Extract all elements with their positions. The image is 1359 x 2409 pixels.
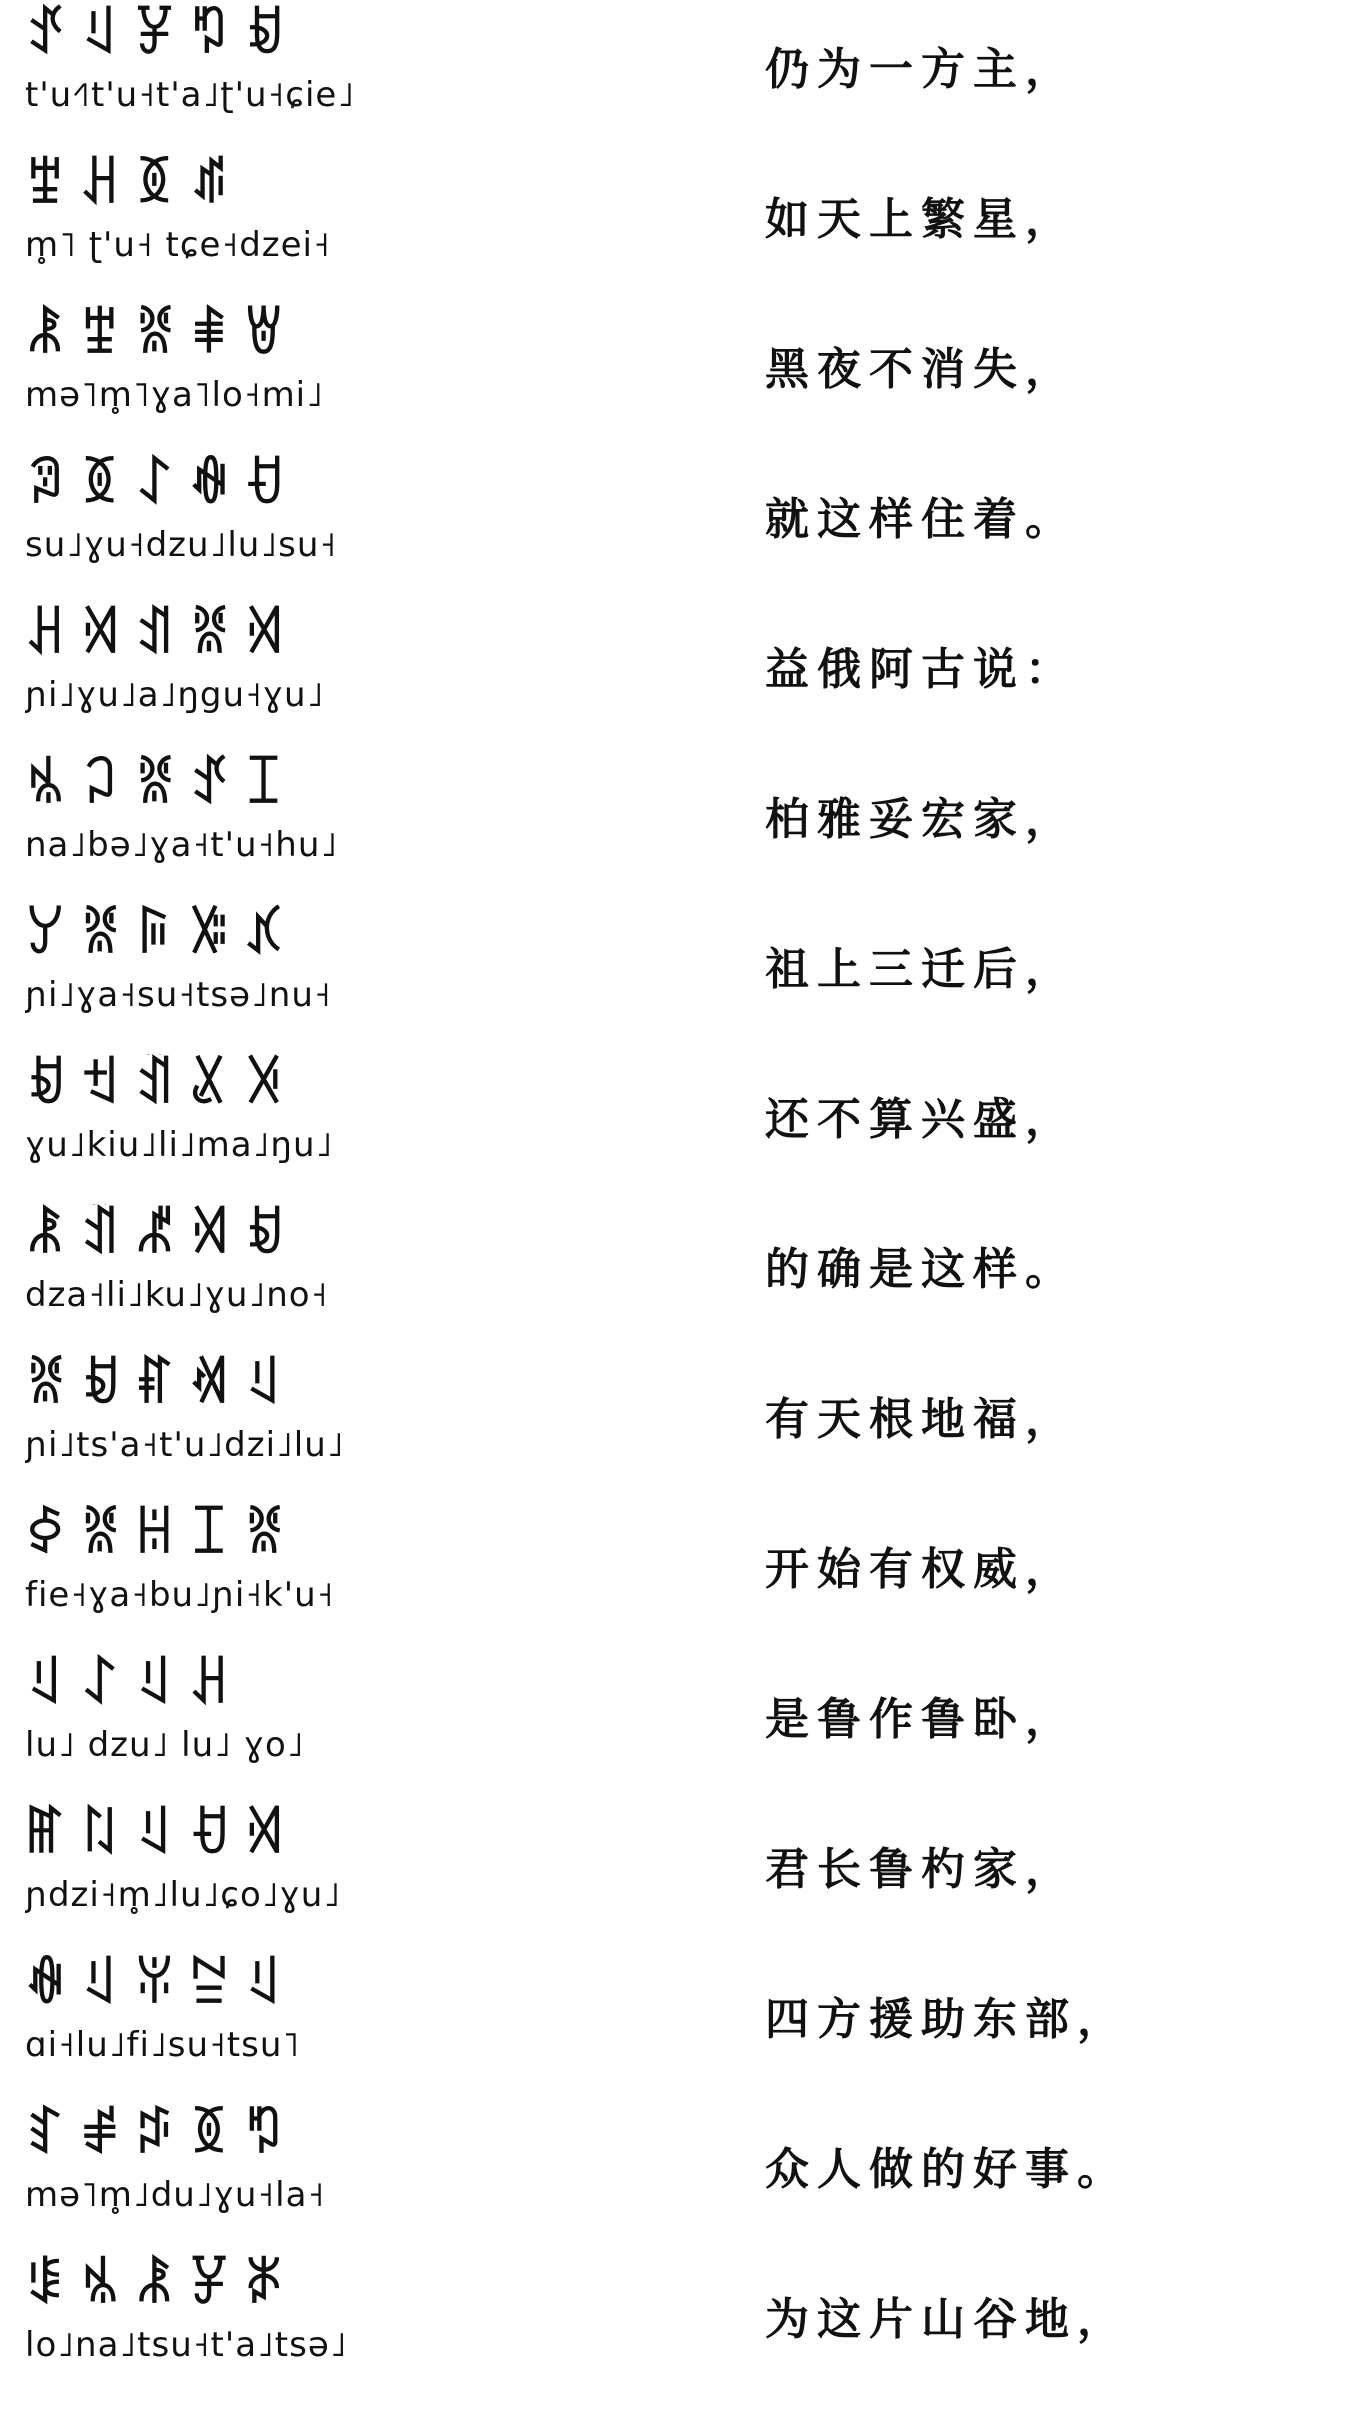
verse-line [0, 1350, 1359, 1500]
verse-line [0, 600, 1359, 750]
yi-script-text: ꂵꇁꆹꀀꄉ [25, 1804, 299, 1865]
phonetic-transcription: lo˩na˩tsu˧t'a˩tsə˩ [25, 2325, 348, 2365]
phonetic-transcription: lu˩ dzu˩ lu˩ ɣo˩ [25, 1725, 305, 1765]
verse-line [0, 900, 1359, 1050]
chinese-translation: 仍为一方主， [765, 44, 1077, 95]
phonetic-transcription: dza˧li˩ku˩ɣu˩no˧ [25, 1275, 329, 1315]
chinese-translation: 众人做的好事。 [765, 2144, 1129, 2195]
verse-line [0, 1200, 1359, 1350]
chinese-translation: 为这片山谷地， [765, 2294, 1129, 2345]
yi-script-text: ꀁꉬꀉꊪꋌ [25, 1054, 299, 1115]
phonetic-transcription: t'u˧˥t'u˧t'a˩ʈ'u˧ɕie˩ [25, 75, 356, 115]
phonetic-transcription: na˩bə˩ɣa˧t'u˧hu˩ [25, 825, 339, 865]
verse-line [0, 0, 1359, 150]
verse-line [0, 1950, 1359, 2100]
yi-script-text: ꐡꀁꐥꄊꆹ [25, 1354, 299, 1415]
verse-line [0, 450, 1359, 600]
chinese-translation: 四方援助东部， [765, 1994, 1129, 2045]
yi-script-text: ꂿꀉꉱꄉꀁ [25, 1204, 299, 1265]
phonetic-transcription: ɲi˩ɣu˩a˩ŋgu˧ɣu˩ [25, 675, 325, 715]
phonetic-transcription: m̥˥ ʈ'u˧ tɕe˧dzei˧ [25, 225, 331, 265]
yi-script-text: ꆏꂱꁯꅉꑳ [25, 2104, 299, 2165]
verse-line [0, 1650, 1359, 1800]
yi-script-text: ꂿꄻꐡꑌꇐ [25, 304, 299, 365]
chinese-translation: 还不算兴盛， [765, 1094, 1077, 1145]
chinese-translation: 就这样住着。 [765, 494, 1077, 545]
yi-script-text: ꌐꁱꂾꐯꑊ [25, 2254, 299, 2315]
chinese-translation: 开始有权威， [765, 1544, 1077, 1595]
phonetic-transcription: ɣu˩kiu˩li˩ma˩ŋu˩ [25, 1125, 334, 1165]
verse-line [0, 1050, 1359, 1200]
phonetic-transcription: su˩ɣu˧dzu˩lu˩su˧ [25, 525, 338, 565]
phonetic-transcription: ɑi˧lu˩fi˩su˧tsu˥ [25, 2025, 301, 2065]
phonetic-transcription: mə˥m̥˩du˩ɣu˧la˧ [25, 2175, 326, 2215]
chinese-translation: 如天上繁星， [765, 194, 1077, 245]
verse-line [0, 2100, 1359, 2250]
yi-script-text: ꀆꐡꀌꀤꐡ [25, 1504, 299, 1565]
chinese-translation: 有天根地福， [765, 1394, 1077, 1445]
chinese-translation: 祖上三迁后， [765, 944, 1077, 995]
yi-script-text: ꃅꄉꀊꐡꄉ [25, 604, 299, 665]
verse-line [0, 1500, 1359, 1650]
chinese-translation: 益俄阿古说： [765, 644, 1077, 695]
chinese-translation: 是鲁作鲁卧， [765, 1694, 1077, 1745]
yi-script-text: ꀋꆹꐯꑳꀁ [25, 4, 299, 65]
phonetic-transcription: ɲdzi˧m̥˩lu˩ɕo˩ɣu˩ [25, 1875, 342, 1915]
yi-script-text: ꄻꃅꅉꁮ [25, 154, 244, 215]
yi-script-text: ꊿꆹꐟꊂꆹ [25, 1954, 299, 2015]
phonetic-transcription: fie˧ɣa˧bu˩ɲi˧k'u˧ [25, 1575, 335, 1615]
verse-line [0, 2250, 1359, 2400]
verse-line [0, 750, 1359, 900]
verse-line [0, 300, 1359, 450]
phonetic-transcription: mə˥m̥˥ɣa˥lo˧mi˩ [25, 375, 324, 415]
chinese-translation: 的确是这样。 [765, 1244, 1077, 1295]
chinese-translation: 君长鲁杓家， [765, 1844, 1077, 1895]
yi-script-text: ꎃꅉꋍꊿꀀ [25, 454, 299, 515]
chinese-translation: 黑夜不消失， [765, 344, 1077, 395]
verse-line [0, 150, 1359, 300]
yi-script-text: ꆹꋍꆹꃅ [25, 1654, 244, 1715]
phonetic-transcription: ɲi˩ts'a˧t'u˩dzi˩lu˩ [25, 1425, 345, 1465]
yi-script-text: ꌦꐡꌕꋚꃤ [25, 904, 299, 965]
chinese-translation: 柏雅妥宏家， [765, 794, 1077, 845]
verse-line [0, 1800, 1359, 1950]
phonetic-transcription: ɲi˩ɣa˧su˧tsə˩nu˧ [25, 975, 332, 1015]
yi-script-text: ꁱꃀꐡꀋꀤ [25, 754, 299, 815]
